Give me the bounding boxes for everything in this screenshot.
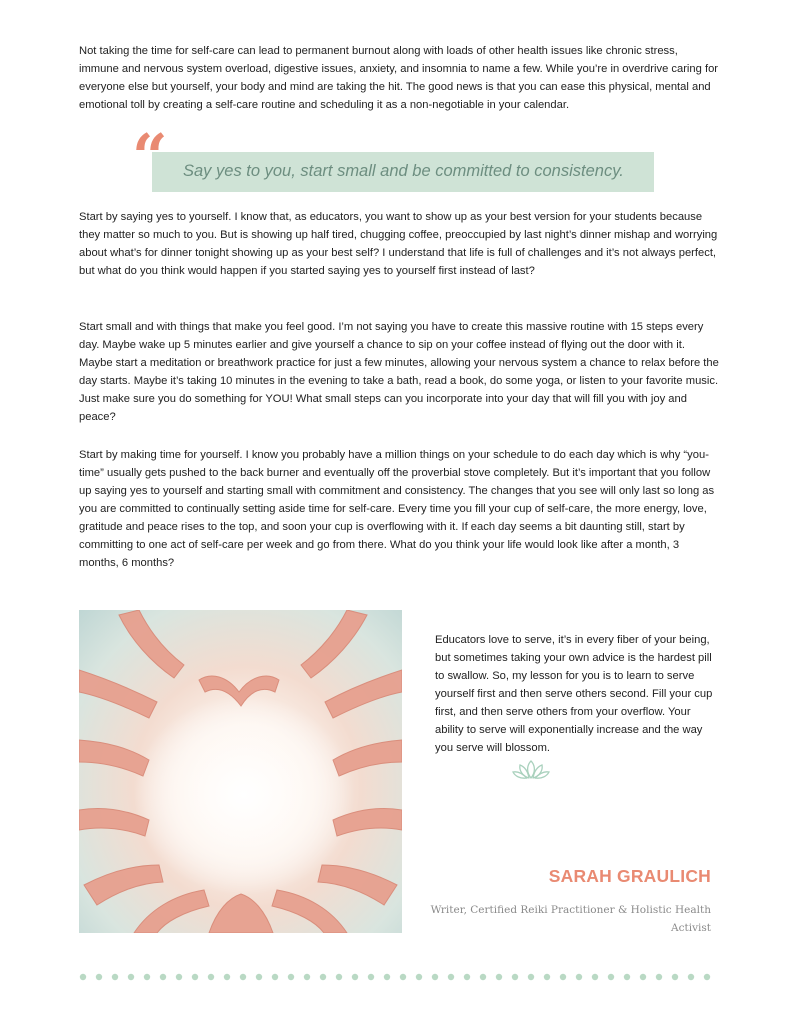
lotus-icon — [512, 760, 550, 780]
divider-dot — [496, 974, 502, 980]
divider-dot — [704, 974, 710, 980]
serve-paragraph: Educators love to serve, it’s in every fiber of your being, but sometimes taking your own advice is the hardest pill to swallow. So, my lesson for you is to learn to serve yourself first and then serve others second. Fill your cup first, and then serve others from your overflow. Your ability to serve will exponentially increase and the way you serve will blossom. — [435, 634, 713, 754]
divider-dot — [336, 974, 342, 980]
divider-dot — [544, 974, 550, 980]
divider-dot — [304, 974, 310, 980]
divider-dot — [128, 974, 134, 980]
divider-dot — [320, 974, 326, 980]
divider-dot — [432, 974, 438, 980]
quote-mark-icon: “ — [132, 120, 168, 193]
divider-dot — [112, 974, 118, 980]
author-name: SARAH GRAULICH — [548, 866, 711, 886]
divider-dot — [576, 974, 582, 980]
divider-dot — [384, 974, 390, 980]
divider-dot — [560, 974, 566, 980]
divider-dot — [448, 974, 454, 980]
divider-dot — [464, 974, 470, 980]
make-time-paragraph: Start by making time for yourself. I know you probably have a million things on your schedule to do each day which is why “you-time” usually gets pushed to the back burner and eventually off the proverbial stove completely. But it’s important that you follow up saying yes to yourself and starting small with commitment and consistency. The changes that you see will only last so long as you are committed to continually setting aside time for self-care. Every time you fill your cup of self-care, the more energy, love, gratitude and peace rises to the top, and soon your cup is overflowing with it. If each day seems a bit daunting still, start by committing to one act of self-care per week and go from there. What do you think your life would look like after a month, 3 months, 6 months? — [79, 449, 715, 569]
divider-dot — [224, 974, 230, 980]
divider-dot — [400, 974, 406, 980]
divider-dot — [80, 974, 86, 980]
divider-dot — [160, 974, 166, 980]
divider-dot — [528, 974, 534, 980]
say-yes-paragraph: Start by saying yes to yourself. I know that, as educators, you want to show up as your best version for your students because they matter so much to you. But is showing up half tired, chugging coffee, preoccupied by last night’s dinner mishap and worrying about what’s for dinner tonight showing up as your best self? I understand that life is full of challenges and it’s not always perfect, but what do you think would happen if you started saying yes to yourself first instead of last? — [79, 211, 718, 277]
divider-dot — [144, 974, 150, 980]
divider-dot — [640, 974, 646, 980]
intro-paragraph: Not taking the time for self-care can lead to permanent burnout along with loads of other health issues like chronic stress, immune and nervous system overload, digestive issues, anxiety, and insomnia to name a few. While you’re in overdrive caring for everyone else but yourself, your body and mind are taking the hit. The good news is that you can ease this physical, mental and emotional toll by creating a self-care routine and scheduling it as a non-negotiable in your calendar. — [79, 45, 719, 111]
divider-dot — [672, 974, 678, 980]
divider-dot — [608, 974, 614, 980]
divider-dot — [240, 974, 246, 980]
divider-dot — [688, 974, 694, 980]
divider-dot — [192, 974, 198, 980]
divider-dot — [480, 974, 486, 980]
divider-dot — [512, 974, 518, 980]
heart-hands-illustration — [79, 610, 402, 933]
start-small-paragraph: Start small and with things that make you feel good. I’m not saying you have to create this massive routine with 15 steps every day. Maybe wake up 5 minutes earlier and give yourself a chance to sip on your coffee instead of flying out the door with it. Maybe start a meditation or breathwork practice for just a few minutes, allowing your nervous system a chance to relax before the day starts. Maybe it’s taking 10 minutes in the evening to take a bath, read a book, do some yoga, or listen to your favorite music. Just make sure you do something for YOU! What small steps can you incorporate into your day that will fill you with joy and peace? — [79, 321, 719, 423]
dotted-divider — [79, 972, 711, 982]
divider-dot — [656, 974, 662, 980]
divider-dot — [176, 974, 182, 980]
divider-dot — [96, 974, 102, 980]
divider-dot — [368, 974, 374, 980]
divider-dot — [256, 974, 262, 980]
divider-dot — [592, 974, 598, 980]
heart-hands-photo — [79, 610, 402, 933]
divider-dot — [208, 974, 214, 980]
pull-quote-text: Say yes to you, start small and be committed to consistency. — [183, 162, 624, 180]
divider-dot — [352, 974, 358, 980]
divider-dot — [288, 974, 294, 980]
author-title: Writer, Certified Reiki Practitioner & Holistic Health Activist — [430, 904, 711, 934]
divider-dot — [416, 974, 422, 980]
divider-dot — [272, 974, 278, 980]
divider-dot — [624, 974, 630, 980]
